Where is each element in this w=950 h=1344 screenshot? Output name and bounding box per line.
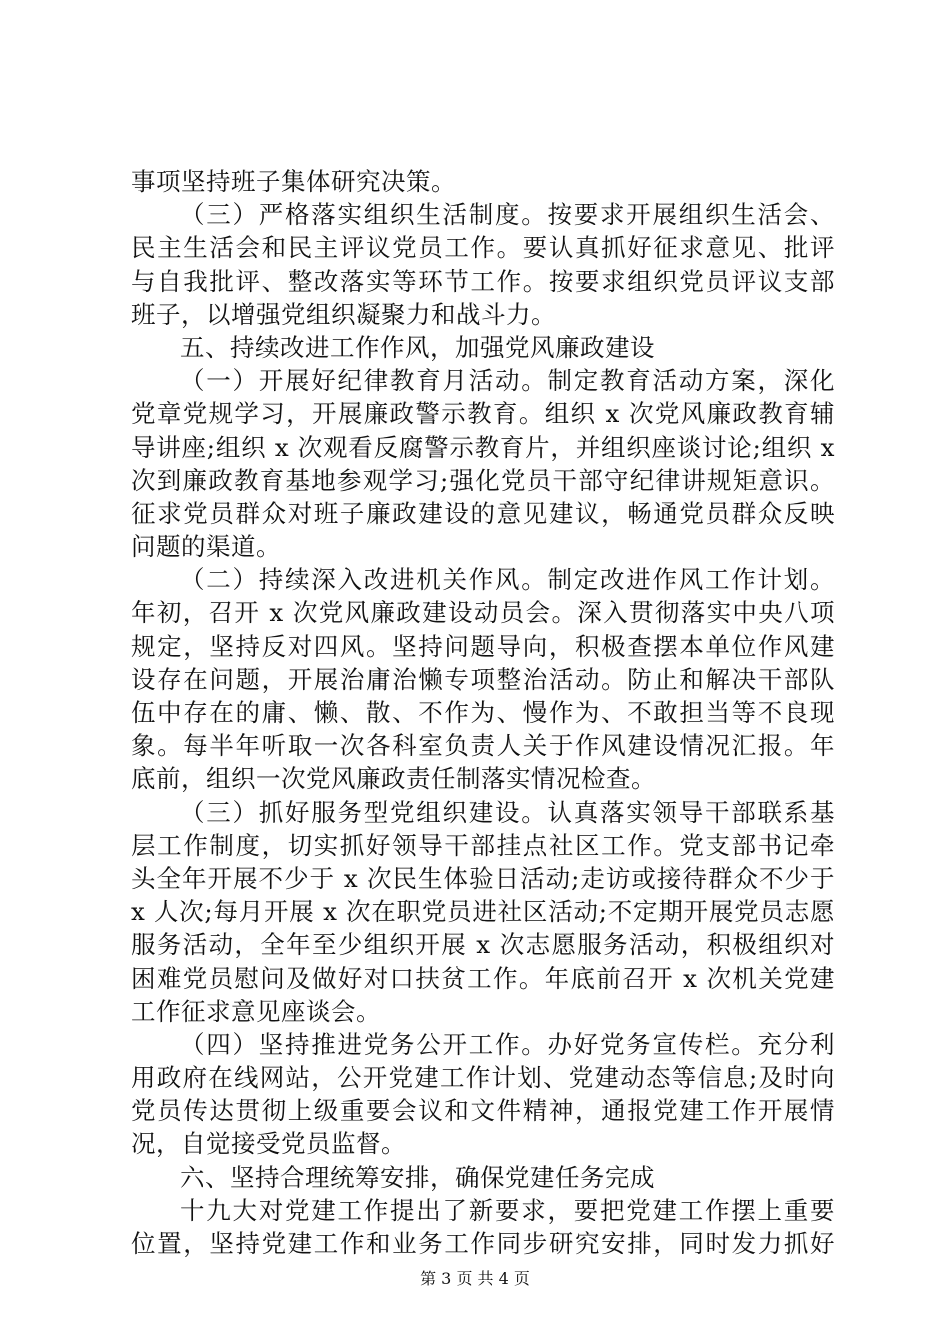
document-body	[131, 165, 835, 1260]
text-line: 六、坚持合理统筹安排，确保党建任务完成	[180, 1162, 655, 1192]
text-line: 底前，组织一次党风廉政责任制落实情况检查。	[131, 764, 656, 794]
page-number: 第 3 页 共 4 页	[420, 1269, 530, 1288]
text-line: 位置，坚持党建工作和业务工作同步研究安排，同时发力抓好	[131, 1229, 835, 1258]
text-line: 设存在问题，开展治庸治懒专项整治活动。防止和解决干部队	[131, 664, 835, 694]
text-line: 班子，以增强党组织凝聚力和战斗力。	[131, 299, 556, 329]
text-line: 导讲座;组织 x 次观看反腐警示教育片，并组织座谈讨论;组织 x	[131, 432, 835, 462]
text-line: 五、持续改进工作作风，加强党风廉政建设	[180, 332, 655, 362]
text-line: 况，自觉接受党员监督。	[131, 1129, 406, 1159]
text-line: 征求党员群众对班子廉政建设的意见建议，畅通党员群众反映	[131, 498, 835, 528]
text-line: 党员传达贯彻上级重要会议和文件精神，通报党建工作开展情	[131, 1096, 835, 1126]
text-line: （二）持续深入改进机关作风。制定改进作风工作计划。	[180, 565, 835, 595]
text-line: 党章党规学习，开展廉政警示教育。组织 x 次党风廉政教育辅	[131, 399, 835, 429]
text-line: 象。每半年听取一次各科室负责人关于作风建设情况汇报。年	[131, 731, 835, 761]
text-line: 困难党员慰问及做好对口扶贫工作。年底前召开 x 次机关党建	[131, 963, 835, 993]
text-line: 头全年开展不少于 x 次民生体验日活动;走访或接待群众不少于	[131, 863, 835, 893]
text-line: 用政府在线网站，公开党建工作计划、党建动态等信息;及时向	[131, 1063, 835, 1093]
text-line: 民主生活会和民主评议党员工作。要认真抓好征求意见、批评	[131, 233, 835, 263]
text-line: 规定，坚持反对四风。坚持问题导向，积极查摆本单位作风建	[131, 631, 835, 661]
text-line: （一）开展好纪律教育月活动。制定教育活动方案，深化	[180, 366, 835, 396]
text-line: （三）严格落实组织生活制度。按要求开展组织生活会、	[180, 200, 835, 230]
text-line: x 人次;每月开展 x 次在职党员进社区活动;不定期开展党员志愿	[131, 897, 835, 927]
text-line: 年初，召开 x 次党风廉政建设动员会。深入贯彻落实中央八项	[131, 598, 835, 628]
text-line: 服务活动，全年至少组织开展 x 次志愿服务活动，积极组织对	[131, 930, 835, 960]
text-line: 事项坚持班子集体研究决策。	[131, 167, 456, 196]
text-line: 次到廉政教育基地参观学习;强化党员干部守纪律讲规矩意识。	[131, 465, 835, 495]
text-line: 层工作制度，切实抓好领导干部挂点社区工作。党支部书记牵	[131, 830, 835, 860]
text-line: （三）抓好服务型党组织建设。认真落实领导干部联系基	[180, 797, 835, 827]
text-line: 问题的渠道。	[131, 532, 281, 562]
text-line: 工作征求意见座谈会。	[131, 996, 381, 1026]
text-line: 十九大对党建工作提出了新要求，要把党建工作摆上重要	[180, 1195, 835, 1225]
text-line: 伍中存在的庸、懒、散、不作为、慢作为、不敢担当等不良现	[131, 698, 835, 727]
text-line: （四）坚持推进党务公开工作。办好党务宣传栏。充分利	[180, 1029, 835, 1059]
text-line: 与自我批评、整改落实等环节工作。按要求组织党员评议支部	[131, 266, 835, 296]
